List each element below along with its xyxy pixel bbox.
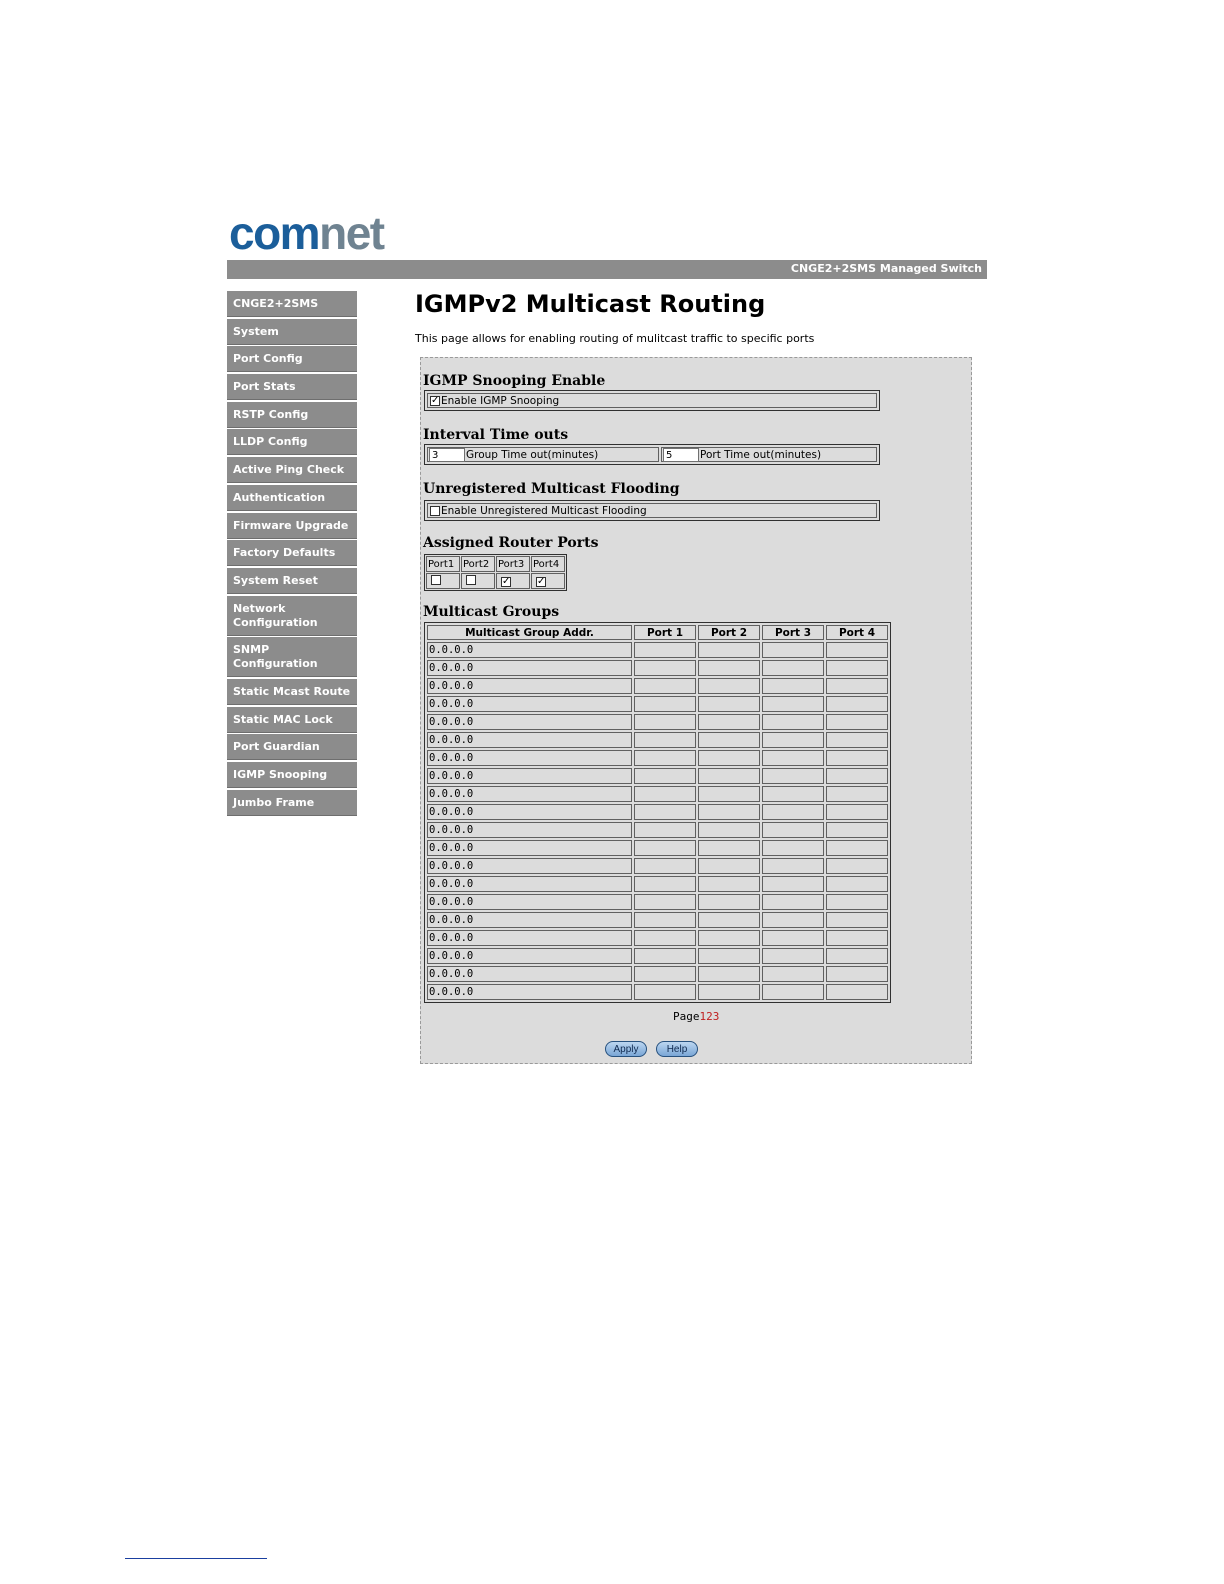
port-cell [634,858,696,874]
enable-snooping-checkbox[interactable]: ✓ [431,394,440,406]
group-addr-cell: 0.0.0.0 [427,714,632,730]
sidebar-item-igmp-snooping[interactable]: IGMP Snooping [227,762,357,788]
table-row [427,768,888,784]
router-port-header: Port1 [426,556,460,572]
port-cell [826,984,888,1000]
port-cell [634,750,696,766]
port-cell [762,750,824,766]
table-row [427,678,888,694]
group-timeout-cell [427,447,659,462]
port-cell [698,948,760,964]
port-cell [762,660,824,676]
sidebar-item-jumbo-frame[interactable]: Jumbo Frame [227,790,357,816]
page-title: IGMPv2 Multicast Routing [415,290,766,318]
port-cell [698,966,760,982]
group-addr-cell: 0.0.0.0 [427,642,632,658]
port-cell [634,876,696,892]
group-timeout-label: Group Time out(minutes) [466,448,599,461]
group-addr-cell: 0.0.0.0 [427,984,632,1000]
router-port-checkbox[interactable] [466,575,476,585]
port-cell [826,732,888,748]
port-cell [634,894,696,910]
table-row [427,714,888,730]
group-addr-cell: 0.0.0.0 [427,840,632,856]
enable-snooping-label: Enable IGMP Snooping [441,394,560,407]
table-row [427,822,888,838]
port-cell [762,984,824,1000]
router-port-checkbox[interactable]: ✓ [537,575,546,587]
table-row [427,984,888,1000]
port-cell [762,822,824,838]
sidebar-item-static-mac-lock[interactable]: Static MAC Lock [227,707,357,733]
port-cell [762,948,824,964]
port-cell [698,660,760,676]
port-cell [826,804,888,820]
port-cell [634,732,696,748]
port-cell [762,642,824,658]
table-row [427,966,888,982]
sidebar-nav [227,291,357,817]
interval-section-title: Interval Time outs [423,427,569,443]
port-cell [826,822,888,838]
port-cell [634,984,696,1000]
port-timeout-input[interactable]: 5 [663,448,699,462]
table-row [427,786,888,802]
group-addr-cell: 0.0.0.0 [427,786,632,802]
pager [673,1010,719,1023]
snooping-section-title: IGMP Snooping Enable [423,373,606,389]
port-cell [634,822,696,838]
enable-flooding-checkbox[interactable] [430,506,440,516]
port-cell [634,966,696,982]
sidebar-item-rstp-config[interactable]: RSTP Config [227,402,357,428]
router-ports-section-title: Assigned Router Ports [423,535,599,551]
port-cell [826,768,888,784]
port-cell [698,858,760,874]
port-cell [698,804,760,820]
table-row [427,642,888,658]
port-cell [698,750,760,766]
router-port-cell [461,573,495,589]
table-row [427,732,888,748]
port-cell [634,912,696,928]
sidebar-item-network-configuration[interactable]: Network Configuration [227,596,357,636]
comnet-logo [229,208,384,258]
port-cell [762,876,824,892]
port-cell [826,696,888,712]
port-cell [826,966,888,982]
port-cell [698,984,760,1000]
sidebar-item-firmware-upgrade[interactable]: Firmware Upgrade [227,513,357,539]
port-timeout-label: Port Time out(minutes) [700,448,822,461]
port-cell [762,732,824,748]
table-row [427,948,888,964]
port-cell [634,642,696,658]
port-cell [762,696,824,712]
sidebar-item-port-stats[interactable]: Port Stats [227,374,357,400]
pager-label: Page [673,1010,700,1023]
port-cell [826,678,888,694]
port-cell [826,930,888,946]
group-addr-cell: 0.0.0.0 [427,876,632,892]
multicast-groups-table [424,622,891,1003]
table-row [427,858,888,874]
group-addr-cell: 0.0.0.0 [427,966,632,982]
flooding-section-title: Unregistered Multicast Flooding [423,481,680,497]
port-cell [826,714,888,730]
port-cell [634,678,696,694]
group-addr-cell: 0.0.0.0 [427,948,632,964]
port-cell [698,840,760,856]
port-cell [698,768,760,784]
port-cell [762,930,824,946]
group-addr-cell: 0.0.0.0 [427,822,632,838]
logo-net: net [319,207,384,259]
port-cell [826,858,888,874]
router-port-header: Port2 [461,556,495,572]
settings-panel [420,357,972,1064]
flooding-box [424,500,880,521]
port-cell [698,714,760,730]
port-header: Port 3 [762,625,824,640]
group-addr-cell: 0.0.0.0 [427,930,632,946]
port-cell [826,786,888,802]
port-cell [698,876,760,892]
port-cell [762,858,824,874]
port-cell [698,912,760,928]
table-row [427,660,888,676]
sidebar-item-system[interactable]: System [227,319,357,345]
table-row [427,696,888,712]
port-cell [762,714,824,730]
help-button[interactable]: Help [656,1041,698,1057]
router-port-cell [426,573,460,589]
port-cell [762,786,824,802]
port-cell [826,894,888,910]
group-addr-cell: 0.0.0.0 [427,660,632,676]
group-timeout-input[interactable]: 3 [429,448,465,462]
group-addr-cell: 0.0.0.0 [427,678,632,694]
port-cell [698,642,760,658]
router-port-checkbox[interactable] [431,575,441,585]
page-link-3[interactable]: 3 [712,1010,720,1023]
port-cell [698,930,760,946]
footnote-separator [125,1558,267,1559]
apply-button[interactable]: Apply [605,1041,647,1057]
port-cell [826,876,888,892]
port-cell [634,660,696,676]
sidebar-item-active-ping-check[interactable]: Active Ping Check [227,457,357,483]
group-addr-cell: 0.0.0.0 [427,732,632,748]
router-port-cell [531,573,565,589]
router-port-cell [496,573,530,589]
sidebar-item-cnge2-2sms[interactable]: CNGE2+2SMS [227,291,357,317]
port-cell [762,894,824,910]
port-cell [634,714,696,730]
page-link-1[interactable]: 1 [699,1010,707,1023]
sidebar-item-system-reset[interactable]: System Reset [227,568,357,594]
router-ports-table [424,554,567,591]
port-cell [698,732,760,748]
port-timeout-cell [661,447,877,462]
groups-section-title: Multicast Groups [423,604,560,620]
snooping-box [424,390,880,411]
table-row [427,876,888,892]
group-addr-cell: 0.0.0.0 [427,750,632,766]
enable-flooding-label: Enable Unregistered Multicast Flooding [441,504,647,517]
sidebar-item-lldp-config[interactable]: LLDP Config [227,429,357,455]
port-cell [762,840,824,856]
group-addr-cell: 0.0.0.0 [427,696,632,712]
port-cell [634,786,696,802]
group-addr-header: Multicast Group Addr. [427,625,632,640]
page-description: This page allows for enabling routing of mulitcast traffic to specific ports [415,332,815,345]
sidebar-item-factory-defaults[interactable]: Factory Defaults [227,540,357,566]
interval-box [424,444,880,465]
sidebar-item-port-guardian[interactable]: Port Guardian [227,734,357,760]
sidebar-item-authentication[interactable]: Authentication [227,485,357,511]
port-cell [698,822,760,838]
router-port-header: Port3 [496,556,530,572]
table-row [427,750,888,766]
port-cell [826,642,888,658]
table-row [427,804,888,820]
port-cell [826,660,888,676]
port-cell [826,840,888,856]
port-cell [634,696,696,712]
group-addr-cell: 0.0.0.0 [427,804,632,820]
device-title: CNGE2+2SMS Managed Switch [790,262,982,275]
table-row [427,840,888,856]
header-bar [227,260,987,279]
router-port-checkbox[interactable]: ✓ [502,575,511,587]
port-cell [634,804,696,820]
table-row [427,894,888,910]
router-port-header: Port4 [531,556,565,572]
port-cell [762,912,824,928]
port-cell [762,804,824,820]
group-addr-cell: 0.0.0.0 [427,912,632,928]
page-link-2[interactable]: 2 [706,1010,713,1023]
port-header: Port 1 [634,625,696,640]
port-cell [698,678,760,694]
port-cell [826,750,888,766]
group-addr-cell: 0.0.0.0 [427,894,632,910]
sidebar-item-static-mcast-route[interactable]: Static Mcast Route [227,679,357,705]
table-row [427,930,888,946]
group-addr-cell: 0.0.0.0 [427,858,632,874]
port-cell [762,966,824,982]
port-cell [698,786,760,802]
port-cell [826,912,888,928]
port-cell [762,678,824,694]
logo-com: com [229,207,320,259]
port-header: Port 4 [826,625,888,640]
port-header: Port 2 [698,625,760,640]
port-cell [634,930,696,946]
group-addr-cell: 0.0.0.0 [427,768,632,784]
sidebar-item-port-config[interactable]: Port Config [227,346,357,372]
port-cell [826,948,888,964]
port-cell [762,768,824,784]
port-cell [634,840,696,856]
sidebar-item-snmp-configuration[interactable]: SNMP Configuration [227,637,357,677]
port-cell [634,768,696,784]
port-cell [698,894,760,910]
port-cell [634,948,696,964]
port-cell [698,696,760,712]
table-row [427,912,888,928]
